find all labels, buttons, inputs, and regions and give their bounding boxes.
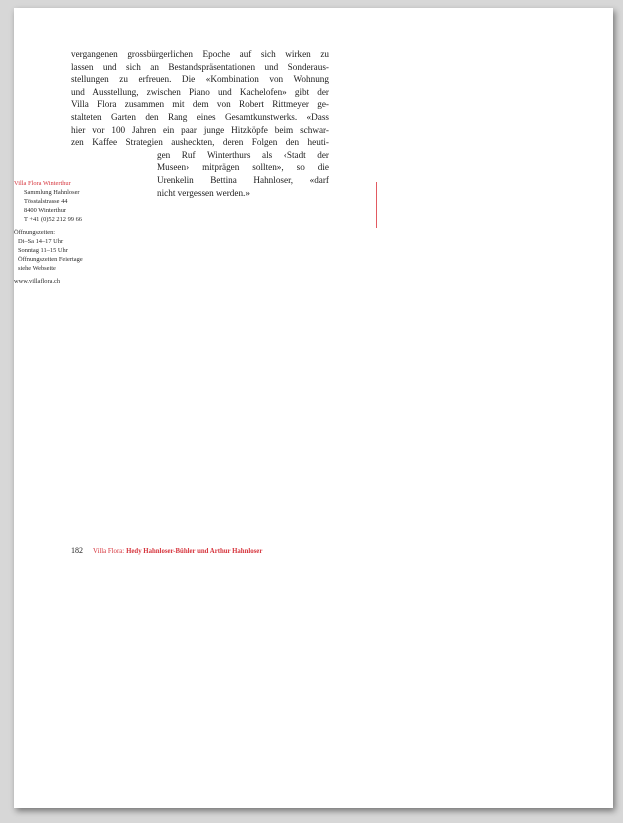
running-section: Villa Flora: xyxy=(93,548,125,555)
museum-name: Villa Flora Winterthur xyxy=(14,180,71,187)
running-title: Hedy Hahnloser-Bühler und Arthur Hahnloser xyxy=(126,548,263,555)
museum-info-sidebar xyxy=(14,179,144,286)
website-link[interactable]: www.villaflora.ch xyxy=(14,278,61,285)
hours-line: Di–Sa 14–17 Uhr xyxy=(18,238,64,245)
body-line: nicht vergessen werden.» xyxy=(157,187,250,198)
body-line: vergangenen grossbürgerlichen Epoche auf sich wirken zu xyxy=(71,49,329,59)
body-line: stellungen zu erfreuen. Die «Kombination von Wohnung xyxy=(71,74,329,85)
body-line: gen Ruf Winterthurs als ‹Stadt der xyxy=(157,149,329,160)
hours-line: Öffnungszeiten Feiertage xyxy=(18,256,83,263)
page-number: 182 xyxy=(71,546,83,555)
red-vertical-rule xyxy=(376,182,377,228)
body-line: stalteten Garten den Rang eines Gesamtkunstwerks. «Dass xyxy=(71,111,329,122)
body-line: Urenkelin Bettina Hahnloser, «darf xyxy=(157,174,329,185)
body-line: Villa Flora zusammen mit dem von Robert Rittmeyer ge- xyxy=(71,99,329,110)
address-line: Tösstalstrasse 44 xyxy=(24,198,68,205)
page-footer xyxy=(71,546,262,555)
body-line: lassen und sich an Bestandspräsentationen und Sonderaus- xyxy=(71,61,329,72)
page xyxy=(14,8,613,808)
body-line: und Ausstellung, zwischen Piano und Kachelofen» gibt der xyxy=(71,86,329,97)
body-line: hier vor 100 Jahren ein paar junge Hitzköpfe beim schwar- xyxy=(71,124,329,135)
hours-line: Sonntag 11–15 Uhr xyxy=(18,247,68,254)
address-line: 8400 Winterthur xyxy=(24,207,67,214)
opening-hours-label: Öffnungszeiten: xyxy=(14,229,56,236)
phone-number: T +41 (0)52 212 99 66 xyxy=(24,216,82,223)
hours-line: siehe Webseite xyxy=(18,265,56,272)
address-line: Sammlung Hahnloser xyxy=(24,189,80,196)
body-line: zen Kaffee Strategien ausheckten, deren Folgen den heuti- xyxy=(71,137,329,148)
article-body xyxy=(71,48,329,199)
body-line: Museen› mitprägen sollten», so die xyxy=(157,162,329,173)
